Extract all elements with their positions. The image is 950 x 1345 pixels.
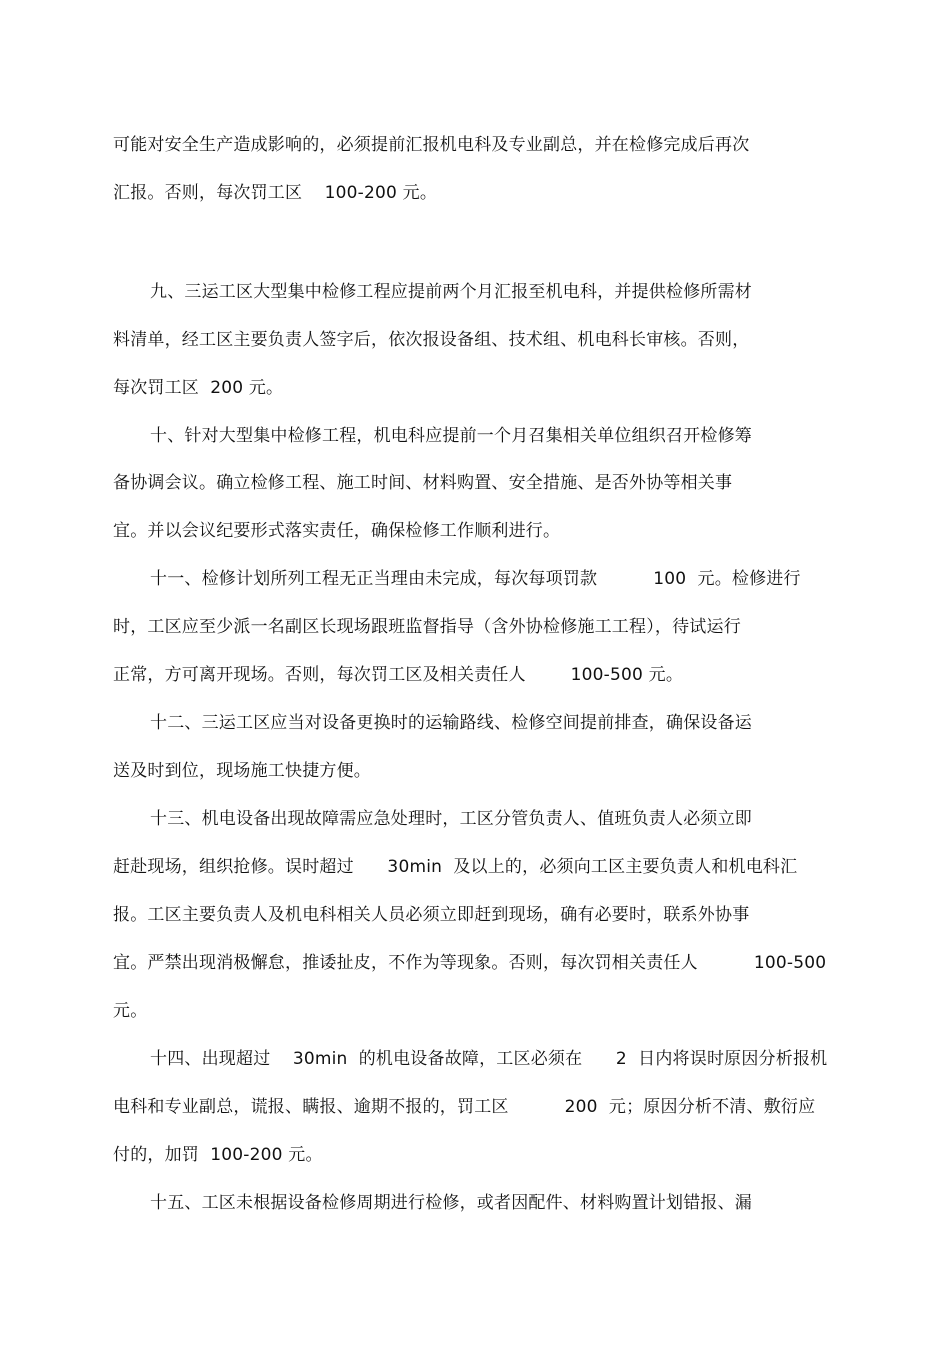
text-line: 汇报。否则，每次罚工区 100-200 元。: [113, 183, 438, 203]
paragraph-nine-line: 九、三运工区大型集中检修工程应提前两个月汇报至机电科，并提供检修所需材: [150, 282, 752, 302]
text-line: 备协调会议。确立检修工程、施工时间、材料购置、安全措施、是否外协等相关事: [113, 473, 733, 493]
paragraph-twelve-line: 十二、三运工区应当对设备更换时的运输路线、检修空间提前排查，确保设备运: [150, 713, 752, 733]
paragraph-fifteen-line: 十五、工区未根据设备检修周期进行检修，或者因配件、材料购置计划错报、漏: [150, 1193, 752, 1213]
paragraph-eleven-line: 十一、检修计划所列工程无正当理由未完成，每次每项罚款 100 元。检修进行: [150, 569, 801, 589]
text-line: 可能对安全生产造成影响的，必须提前汇报机电科及专业副总，并在检修完成后再次: [113, 135, 750, 155]
text-line: 料清单，经工区主要负责人签字后，依次报设备组、技术组、机电科长审核。否则，: [113, 330, 750, 350]
text-line: 付的，加罚 100-200 元。: [113, 1145, 323, 1165]
text-line: 宜。并以会议纪要形式落实责任，确保检修工作顺利进行。: [113, 521, 561, 541]
paragraph-fourteen-line: 十四、出现超过 30min 的机电设备故障，工区必须在 2 日内将误时原因分析报机: [150, 1049, 828, 1069]
text-line: 报。工区主要负责人及机电科相关人员必须立即赶到现场，确有必要时，联系外协事: [113, 905, 750, 925]
text-line: 宜。严禁出现消极懈怠，推诿扯皮，不作为等现象。否则，每次罚相关责任人 100-500: [113, 953, 827, 973]
text-line: 正常，方可离开现场。否则，每次罚工区及相关责任人 100-500 元。: [113, 665, 684, 685]
text-line: 每次罚工区 200 元。: [113, 378, 284, 398]
text-line: 元。: [113, 1001, 148, 1021]
text-line: 送及时到位，现场施工快捷方便。: [113, 761, 371, 781]
paragraph-ten-line: 十、针对大型集中检修工程，机电科应提前一个月召集相关单位组织召开检修筹: [150, 426, 752, 446]
text-line: 时，工区应至少派一名副区长现场跟班监督指导（含外协检修施工工程），待试运行: [113, 617, 741, 637]
text-line: 电科和专业副总，谎报、瞒报、逾期不报的，罚工区 200 元；原因分析不清、敷衍应: [113, 1097, 816, 1117]
paragraph-thirteen-line: 十三、机电设备出现故障需应急处理时，工区分管负责人、值班负责人必须立即: [150, 809, 752, 829]
text-line: 赶赴现场，组织抢修。误时超过 30min 及以上的，必须向工区主要负责人和机电科汇: [113, 857, 798, 877]
